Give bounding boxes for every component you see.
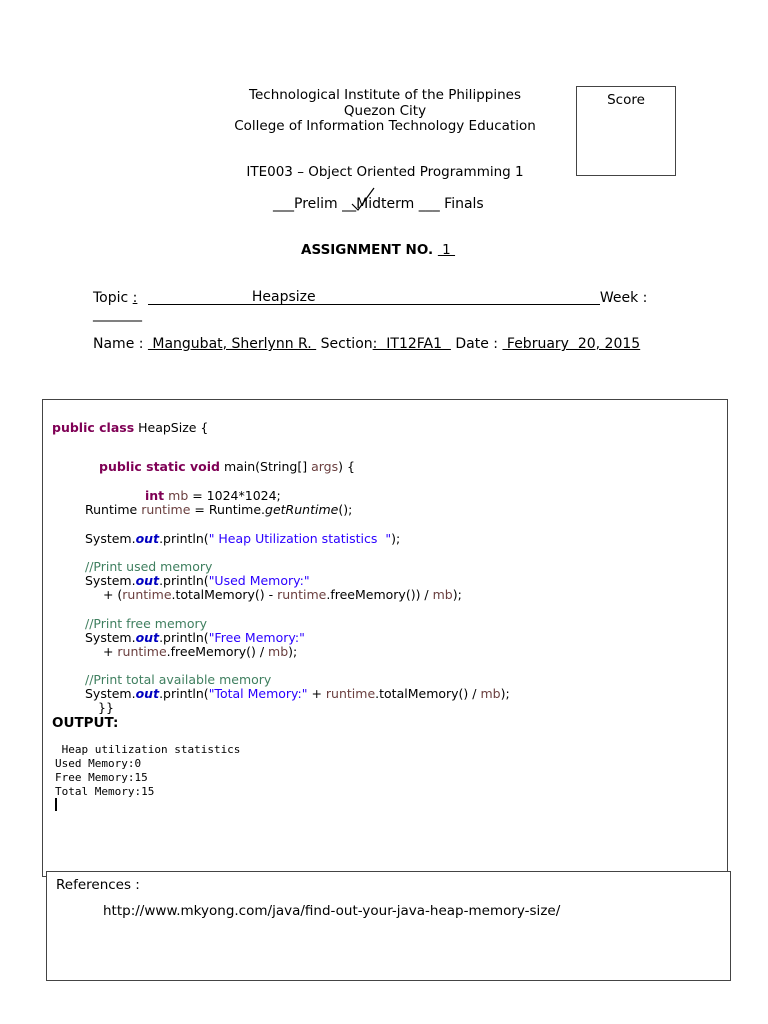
code-field: out xyxy=(135,686,160,701)
score-label: Score xyxy=(607,92,645,108)
code-variable: runtime xyxy=(325,686,376,701)
code-comment: //Print used memory xyxy=(85,559,213,574)
code-text: ); xyxy=(452,587,462,602)
date-label: Date : xyxy=(455,336,498,352)
code-text: .println( xyxy=(159,531,209,546)
name-label: Name : xyxy=(93,336,144,352)
code-text: .totalMemory() - xyxy=(171,587,278,602)
term-blank: __ xyxy=(342,196,357,212)
assignment-label: ASSIGNMENT NO. xyxy=(301,242,434,258)
assignment-heading xyxy=(301,242,455,258)
code-variable: mb xyxy=(432,587,453,602)
code-line xyxy=(85,503,352,517)
topic-label: Topic xyxy=(93,290,129,306)
term-midterm: Midterm xyxy=(356,196,415,212)
college-name: College of Information Technology Education xyxy=(234,118,536,134)
code-line xyxy=(145,489,281,503)
code-keyword: int xyxy=(145,488,165,503)
code-text: ) { xyxy=(338,459,355,474)
code-text: + xyxy=(95,644,118,659)
code-variable: runtime xyxy=(117,644,167,659)
code-method: getRuntime xyxy=(265,502,339,517)
code-field: out xyxy=(135,531,160,546)
code-variable: mb xyxy=(164,488,189,503)
console-output-line: Free Memory:15 xyxy=(55,771,148,784)
code-text: System. xyxy=(85,630,136,645)
code-text: Runtime xyxy=(85,502,142,517)
code-text: = 1024*1024; xyxy=(188,488,281,503)
code-text: .println( xyxy=(159,573,209,588)
console-output-line: Heap utilization statistics xyxy=(55,743,241,756)
code-text: System. xyxy=(85,686,136,701)
code-variable: runtime xyxy=(122,587,172,602)
code-line xyxy=(85,532,400,546)
topic-field xyxy=(148,289,600,305)
name-value: Mangubat, Sherlynn R. xyxy=(147,336,317,352)
console-output-line: Used Memory:0 xyxy=(55,757,142,770)
term-row xyxy=(273,196,484,212)
code-variable: mb xyxy=(480,686,501,701)
code-text: + ( xyxy=(95,587,123,602)
code-text: .freeMemory() / xyxy=(166,644,269,659)
score-box xyxy=(576,86,676,176)
code-field: out xyxy=(135,630,160,645)
topic-row xyxy=(93,289,647,306)
code-keyword: public static void xyxy=(99,459,220,474)
section-value: : IT12FA1 xyxy=(372,336,451,352)
code-line xyxy=(95,645,297,659)
code-variable: args xyxy=(311,459,339,474)
institution-name: Technological Institute of the Philippines xyxy=(249,87,521,103)
references-label: References : xyxy=(56,877,140,893)
week-blank: _______ xyxy=(93,306,142,322)
course-title: ITE003 – Object Oriented Programming 1 xyxy=(246,164,524,180)
code-text: .totalMemory() / xyxy=(375,686,481,701)
topic-value: Heapsize xyxy=(251,289,316,305)
code-closing-braces: }} xyxy=(98,700,114,715)
code-string: "Total Memory:" xyxy=(208,686,308,701)
code-text: = Runtime. xyxy=(190,502,266,517)
code-string: " Heap Utilization statistics " xyxy=(208,531,392,546)
topic-colon: : xyxy=(132,290,138,306)
code-text: .freeMemory()) / xyxy=(326,587,433,602)
code-field: out xyxy=(135,573,160,588)
code-variable: mb xyxy=(268,644,289,659)
references-box xyxy=(46,871,731,981)
code-line xyxy=(99,460,355,474)
date-value: February 20, 2015 xyxy=(502,336,641,352)
code-line xyxy=(85,631,305,645)
code-keyword: public class xyxy=(52,420,135,435)
reference-link[interactable]: http://www.mkyong.com/java/find-out-your-java-heap-memory-size/ xyxy=(103,903,561,919)
header-block xyxy=(200,88,570,135)
code-string: "Used Memory:" xyxy=(208,573,310,588)
code-line xyxy=(95,588,462,602)
code-line xyxy=(52,421,208,435)
code-line xyxy=(85,687,510,701)
name-row xyxy=(93,336,640,352)
code-string: "Free Memory:" xyxy=(208,630,305,645)
code-text: ); xyxy=(288,644,298,659)
week-label: Week : xyxy=(599,290,648,306)
checkmark-icon xyxy=(350,186,378,214)
output-label: OUTPUT: xyxy=(52,715,119,731)
console-output-line: Total Memory:15 xyxy=(55,785,155,798)
code-variable: runtime xyxy=(277,587,327,602)
code-text: HeapSize { xyxy=(134,420,209,435)
code-text: ); xyxy=(391,531,401,546)
code-text: System. xyxy=(85,531,136,546)
section-label: Section xyxy=(320,336,373,352)
code-comment: //Print total available memory xyxy=(85,672,272,687)
term-finals: ___ Finals xyxy=(418,196,484,212)
city-name: Quezon City xyxy=(343,102,427,119)
code-comment: //Print free memory xyxy=(85,616,207,631)
term-prelim: ___Prelim xyxy=(273,196,338,212)
code-variable: runtime xyxy=(141,502,191,517)
code-text: (); xyxy=(338,502,353,517)
code-text: + xyxy=(307,686,326,701)
code-text: .println( xyxy=(159,630,209,645)
text-cursor xyxy=(55,798,57,811)
code-line xyxy=(85,574,310,588)
code-text: ); xyxy=(500,686,510,701)
assignment-number: 1 xyxy=(437,242,456,258)
code-text: .println( xyxy=(159,686,209,701)
code-text: main(String[] xyxy=(219,459,312,474)
code-text: System. xyxy=(85,573,136,588)
